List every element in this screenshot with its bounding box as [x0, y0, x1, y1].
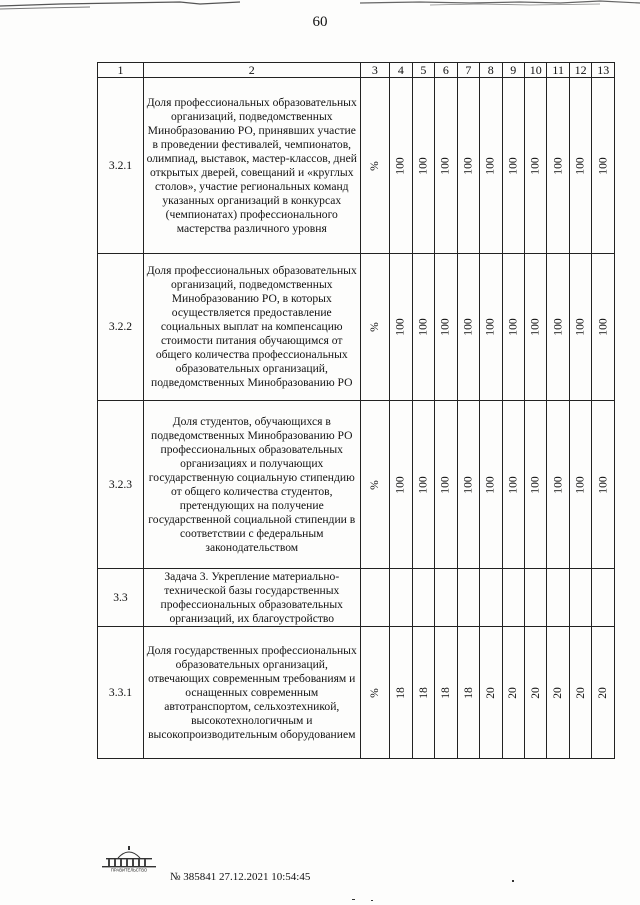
row-code: 3.2.3	[98, 401, 144, 569]
value-text: 100	[416, 475, 430, 494]
unit-label: %	[367, 687, 381, 698]
table-row	[98, 254, 615, 401]
value-cell	[502, 78, 524, 254]
column-header: 13	[592, 63, 615, 78]
value-text: 20	[596, 686, 610, 699]
value-cell	[569, 569, 591, 627]
value-text: 20	[528, 686, 542, 699]
value-cell	[457, 254, 479, 401]
column-header: 4	[390, 63, 412, 78]
row-code: 3.2.2	[98, 254, 144, 401]
value-text: 100	[506, 156, 520, 175]
value-text: 18	[438, 686, 452, 699]
value-cell	[502, 627, 524, 759]
value-text: 18	[393, 686, 407, 699]
table-row	[98, 78, 615, 254]
value-cell	[412, 569, 434, 627]
value-cell	[412, 78, 434, 254]
value-text: 100	[438, 318, 452, 336]
unit-label: %	[367, 160, 381, 171]
value-cell	[547, 254, 569, 401]
value-cell	[525, 627, 547, 759]
scan-artifact-top	[0, 0, 640, 14]
column-header: 1	[98, 63, 144, 78]
value-text: 20	[573, 686, 587, 699]
value-text: 100	[551, 318, 565, 336]
value-cell	[592, 627, 615, 759]
value-cell	[457, 401, 479, 569]
column-header: 11	[547, 63, 569, 78]
row-unit	[360, 569, 390, 627]
value-cell	[390, 78, 412, 254]
row-description: Доля профессиональных образовательных организаций, подведомственных Минобразованию РО, в которых осуществляется предоставление социальных выплат на компенсацию стоимости питания обучающимся от общего количества профессиональных образовательных организаций, подведомственных Минобразованию РО	[143, 254, 360, 401]
value-cell	[480, 569, 502, 627]
value-cell	[435, 569, 457, 627]
column-header: 9	[502, 63, 524, 78]
value-text: 100	[393, 475, 407, 494]
value-cell	[435, 78, 457, 254]
value-text: 100	[573, 156, 587, 175]
column-header: 5	[412, 63, 434, 78]
value-cell	[525, 401, 547, 569]
page-number: 60	[312, 14, 328, 30]
value-cell	[592, 569, 615, 627]
unit-label: %	[367, 479, 381, 490]
value-text: 20	[506, 686, 520, 699]
value-cell	[412, 627, 434, 759]
value-cell	[435, 627, 457, 759]
value-cell	[390, 569, 412, 627]
value-cell	[480, 401, 502, 569]
value-cell	[592, 254, 615, 401]
value-text: 100	[461, 318, 475, 336]
value-cell	[457, 569, 479, 627]
value-text: 18	[416, 686, 430, 699]
table-row	[98, 569, 615, 627]
table-header-row	[98, 63, 615, 78]
value-text: 100	[506, 475, 520, 494]
row-description: Доля профессиональных образовательных организаций, подведомственных Минобразованию РО, принявших участие в проведении фестивалей, чемпионатов, олимпиад, выставок, мастер-классов, дней открытых дверей, совещаний и «круглых столов», участие региональных команд указанных организаций в конкурсах (чемпионатах) профессионального мастерства различного уровня	[143, 78, 360, 254]
row-code: 3.2.1	[98, 78, 144, 254]
value-cell	[412, 401, 434, 569]
value-cell	[457, 627, 479, 759]
column-header: 12	[569, 63, 591, 78]
value-cell	[547, 401, 569, 569]
value-cell	[525, 254, 547, 401]
value-cell	[457, 78, 479, 254]
value-cell	[569, 627, 591, 759]
column-header: 8	[480, 63, 502, 78]
value-text: 18	[461, 686, 475, 699]
value-cell	[502, 569, 524, 627]
value-text: 100	[393, 156, 407, 175]
row-unit	[360, 254, 390, 401]
value-text: 100	[596, 475, 610, 494]
value-text: 100	[573, 318, 587, 336]
column-header: 6	[435, 63, 457, 78]
value-text: 100	[528, 156, 542, 175]
table-row	[98, 401, 615, 569]
value-text: 100	[438, 156, 452, 175]
column-header: 2	[143, 63, 360, 78]
table-row	[98, 627, 615, 759]
value-text: 100	[551, 156, 565, 175]
row-unit	[360, 78, 390, 254]
value-cell	[547, 78, 569, 254]
value-text: 100	[596, 156, 610, 175]
row-code: 3.3.1	[98, 627, 144, 759]
value-cell	[435, 254, 457, 401]
scan-speck	[352, 899, 355, 900]
column-header: 7	[457, 63, 479, 78]
row-unit	[360, 627, 390, 759]
value-cell	[547, 627, 569, 759]
indicators-table	[97, 62, 615, 759]
column-header: 3	[360, 63, 390, 78]
value-text: 100	[461, 475, 475, 494]
value-cell	[480, 627, 502, 759]
value-text: 100	[483, 156, 497, 175]
value-cell	[390, 627, 412, 759]
value-cell	[525, 78, 547, 254]
value-text: 100	[506, 318, 520, 336]
value-cell	[502, 401, 524, 569]
value-text: 100	[573, 475, 587, 494]
row-description: Задача 3. Укрепление материально-технической базы государственных профессиональных образовательных организаций, их благоустройство	[143, 569, 360, 627]
value-text: 100	[416, 318, 430, 336]
value-cell	[412, 254, 434, 401]
row-description: Доля студентов, обучающихся в подведомственных Минобразованию РО профессиональных образовательных организациях и получающих государственную социальную стипендию от общего количества студентов, претендующих на получение государственной социальной стипендии в соответствии с федеральным законодательством	[143, 401, 360, 569]
value-cell	[435, 401, 457, 569]
value-cell	[525, 569, 547, 627]
value-text: 100	[393, 318, 407, 336]
value-cell	[547, 569, 569, 627]
column-header: 10	[525, 63, 547, 78]
value-cell	[592, 401, 615, 569]
value-cell	[569, 254, 591, 401]
value-text: 100	[483, 475, 497, 494]
row-code: 3.3	[98, 569, 144, 627]
value-cell	[569, 401, 591, 569]
value-cell	[592, 78, 615, 254]
value-text: 100	[596, 318, 610, 336]
value-text: 20	[483, 686, 497, 699]
value-cell	[569, 78, 591, 254]
value-text: 100	[438, 475, 452, 494]
government-stamp	[100, 842, 158, 877]
value-text: 100	[528, 475, 542, 494]
scan-speck	[371, 900, 373, 901]
value-cell	[480, 254, 502, 401]
value-text: 20	[551, 686, 565, 699]
value-text: 100	[528, 318, 542, 336]
value-cell	[390, 254, 412, 401]
value-cell	[390, 401, 412, 569]
row-description: Доля государственных профессиональных образовательных организаций, отвечающих современным требованиям и оснащенных современным автотранспортом, сельхозтехникой, высокотехнологичным и высокопроизводительным оборудованием	[143, 627, 360, 759]
value-text: 100	[416, 156, 430, 175]
unit-label: %	[367, 322, 381, 332]
row-unit	[360, 401, 390, 569]
svg-text:ПРАВИТЕЛЬСТВО: ПРАВИТЕЛЬСТВО	[110, 867, 148, 872]
value-cell	[480, 78, 502, 254]
value-text: 100	[461, 156, 475, 175]
scan-speck	[512, 880, 514, 882]
value-text: 100	[483, 318, 497, 336]
value-cell	[502, 254, 524, 401]
value-text: 100	[551, 475, 565, 494]
registration-stamp: № 385841 27.12.2021 10:54:45	[170, 871, 311, 883]
